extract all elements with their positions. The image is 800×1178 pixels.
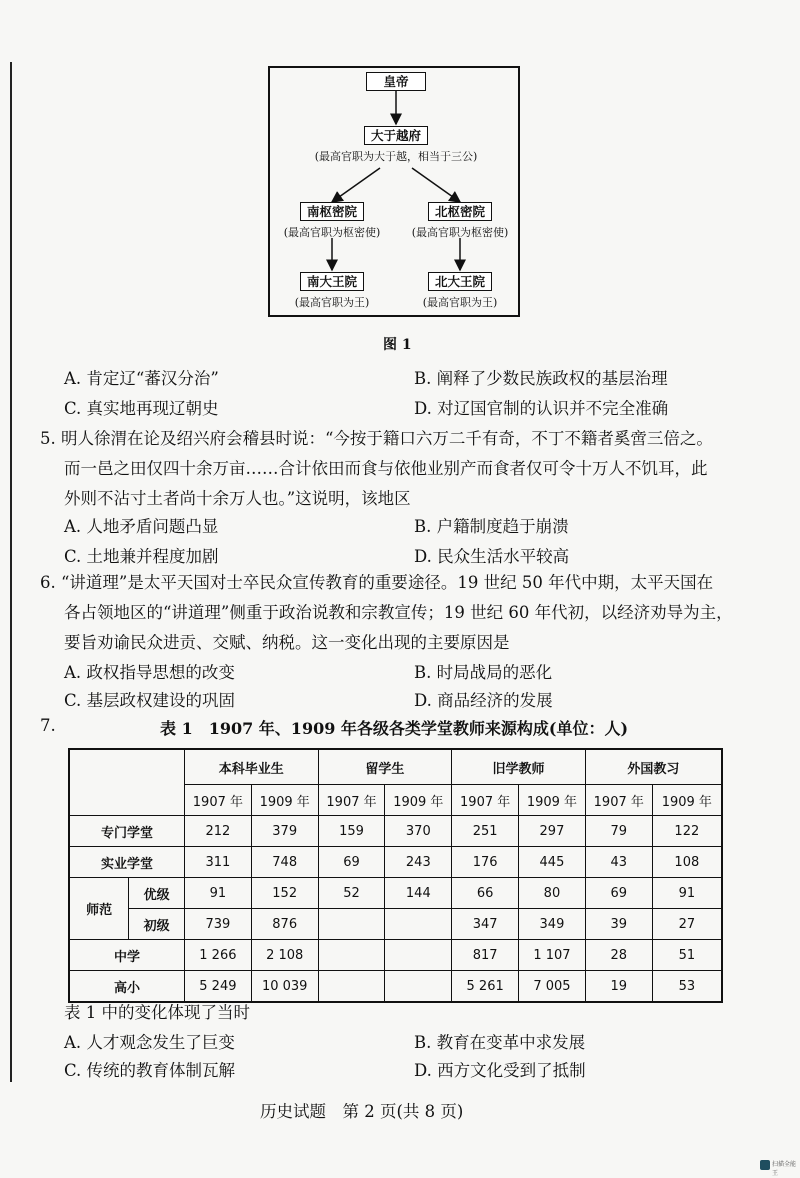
q4-option-c: C. 真实地再现辽朝史 — [64, 399, 219, 418]
north-dawang-note: (最高官职为王) — [422, 296, 498, 309]
table-row — [69, 847, 722, 878]
table-row-label: 专门学堂 — [69, 816, 184, 847]
table-cell: 69 — [585, 878, 652, 909]
table-year-header: 1909 年 — [652, 785, 722, 816]
left-margin-line — [10, 62, 12, 1082]
table-row — [69, 909, 722, 940]
q6-stem-line2: 各占领地区的“讲道理”侧重于政治说教和宗教宣传；19 世纪 60 年代初，以经济劝导为主， — [64, 603, 733, 622]
table-cell: 152 — [251, 878, 318, 909]
table-cell: 748 — [251, 847, 318, 878]
table-cell: 52 — [318, 878, 385, 909]
q7-option-d: D. 西方文化受到了抵制 — [414, 1061, 586, 1080]
table-cell: 243 — [385, 847, 452, 878]
north-shumi-box: 北枢密院 — [428, 202, 492, 221]
yuyue-box: 大于越府 — [364, 126, 428, 145]
table-cell: 176 — [452, 847, 519, 878]
table-row-label: 高小 — [69, 971, 184, 1003]
table-year-header: 1907 年 — [184, 785, 251, 816]
table-cell: 39 — [585, 909, 652, 940]
table-corner-cell — [69, 749, 184, 816]
table-cell: 19 — [585, 971, 652, 1003]
table-cell: 43 — [585, 847, 652, 878]
table-row — [69, 816, 722, 847]
table-1 — [68, 748, 723, 1003]
table-row — [69, 940, 722, 971]
table-cell: 79 — [585, 816, 652, 847]
table-year-header: 1907 年 — [318, 785, 385, 816]
table-cell — [318, 971, 385, 1003]
south-shumi-box: 南枢密院 — [300, 202, 364, 221]
q4-option-a: A. 肯定辽“蕃汉分治” — [64, 369, 219, 388]
table-cell: 5 261 — [452, 971, 519, 1003]
table-cell: 7 005 — [519, 971, 586, 1003]
table-year-header: 1907 年 — [452, 785, 519, 816]
north-shumi-note: (最高官职为枢密使) — [411, 226, 509, 239]
q7-stem: 表 1 中的变化体现了当时 — [64, 1003, 250, 1022]
table-cell: 1 266 — [184, 940, 251, 971]
table-cell: 53 — [652, 971, 722, 1003]
q6-option-a: A. 政权指导思想的改变 — [64, 663, 235, 682]
table-cell: 66 — [452, 878, 519, 909]
figure-1-org-chart — [268, 66, 520, 317]
yuyue-note: (最高官职为大于越，相当于三公) — [314, 150, 478, 163]
table-cell: 91 — [184, 878, 251, 909]
table-row-label: 优级 — [129, 878, 185, 909]
south-shumi-note: (最高官职为枢密使) — [283, 226, 381, 239]
table-cell: 108 — [652, 847, 722, 878]
q5-option-b: B. 户籍制度趋于崩溃 — [414, 517, 569, 536]
q5-stem-line3: 外则不沾寸土者尚十余万人也。”这说明，该地区 — [64, 489, 411, 508]
table-cell: 144 — [385, 878, 452, 909]
table-group-header: 外国教习 — [585, 749, 722, 785]
table-row-label: 实业学堂 — [69, 847, 184, 878]
south-dawang-note: (最高官职为王) — [294, 296, 370, 309]
table-row-label: 中学 — [69, 940, 184, 971]
table-cell: 347 — [452, 909, 519, 940]
q6-stem-line1: 6. “讲道理”是太平天国对士卒民众宣传教育的重要途径。19 世纪 50 年代中期，太平天国在 — [40, 573, 714, 592]
table-year-header: 1907 年 — [585, 785, 652, 816]
q5-stem-line1: 5. 明人徐渭在论及绍兴府会稽县时说：“今按于籍口六万二千有奇，不丁不籍者奚啻三倍之。 — [40, 429, 713, 448]
table-row-group-label: 师范 — [69, 878, 129, 940]
table-cell: 10 039 — [251, 971, 318, 1003]
table-group-header: 留学生 — [318, 749, 452, 785]
q4-option-d: D. 对辽国官制的认识并不完全准确 — [414, 399, 669, 418]
table-cell — [385, 971, 452, 1003]
table-cell: 370 — [385, 816, 452, 847]
table-cell — [318, 909, 385, 940]
table-group-header: 旧学教师 — [452, 749, 586, 785]
table-cell: 379 — [251, 816, 318, 847]
table-cell: 817 — [452, 940, 519, 971]
table-group-header-row — [69, 749, 722, 785]
table-cell: 5 249 — [184, 971, 251, 1003]
emperor-box: 皇帝 — [366, 72, 426, 91]
table-row — [69, 878, 722, 909]
q6-option-d: D. 商品经济的发展 — [414, 691, 553, 710]
scanner-logo-icon — [760, 1160, 770, 1170]
q7-number: 7. — [40, 716, 56, 735]
table-cell: 876 — [251, 909, 318, 940]
q5-option-a: A. 人地矛盾问题凸显 — [64, 517, 219, 536]
table-cell: 2 108 — [251, 940, 318, 971]
q7-option-a: A. 人才观念发生了巨变 — [64, 1033, 235, 1052]
table-year-header: 1909 年 — [519, 785, 586, 816]
table-cell: 311 — [184, 847, 251, 878]
table-cell: 212 — [184, 816, 251, 847]
table-cell: 1 107 — [519, 940, 586, 971]
table-cell: 297 — [519, 816, 586, 847]
table-cell: 51 — [652, 940, 722, 971]
table-cell: 28 — [585, 940, 652, 971]
north-dawang-box: 北大王院 — [428, 272, 492, 291]
scanner-watermark: 扫描全能王 — [772, 1161, 797, 1177]
table-cell: 122 — [652, 816, 722, 847]
q6-option-b: B. 时局战局的恶化 — [414, 663, 553, 682]
table-cell: 27 — [652, 909, 722, 940]
table-cell — [385, 909, 452, 940]
table-cell: 251 — [452, 816, 519, 847]
q5-option-c: C. 土地兼并程度加剧 — [64, 547, 219, 566]
q4-option-b: B. 阐释了少数民族政权的基层治理 — [414, 369, 668, 388]
table-cell: 80 — [519, 878, 586, 909]
table-cell: 739 — [184, 909, 251, 940]
table-1-title: 表 1 1907 年、1909 年各级各类学堂教师来源构成(单位：人) — [160, 719, 629, 738]
table-year-header: 1909 年 — [251, 785, 318, 816]
table-group-header: 本科毕业生 — [184, 749, 318, 785]
table-cell: 69 — [318, 847, 385, 878]
q5-stem-line2: 而一邑之田仅四十余万亩……合计依田而食与依他业别产而食者仅可令十万人不饥耳，此 — [64, 459, 708, 478]
table-row-label: 初级 — [129, 909, 185, 940]
q5-option-d: D. 民众生活水平较高 — [414, 547, 570, 566]
south-dawang-box: 南大王院 — [300, 272, 364, 291]
table-cell — [318, 940, 385, 971]
table-cell: 91 — [652, 878, 722, 909]
q7-option-b: B. 教育在变革中求发展 — [414, 1033, 586, 1052]
table-cell: 159 — [318, 816, 385, 847]
q7-option-c: C. 传统的教育体制瓦解 — [64, 1061, 236, 1080]
table-year-header: 1909 年 — [385, 785, 452, 816]
q6-stem-line3: 要旨劝谕民众进贡、交赋、纳税。这一变化出现的主要原因是 — [64, 633, 510, 652]
table-cell: 445 — [519, 847, 586, 878]
table-cell — [385, 940, 452, 971]
figure-caption: 图 1 — [383, 337, 412, 353]
q6-option-c: C. 基层政权建设的巩固 — [64, 691, 236, 710]
table-cell: 349 — [519, 909, 586, 940]
page-footer: 历史试题 第 2 页(共 8 页) — [260, 1102, 464, 1121]
